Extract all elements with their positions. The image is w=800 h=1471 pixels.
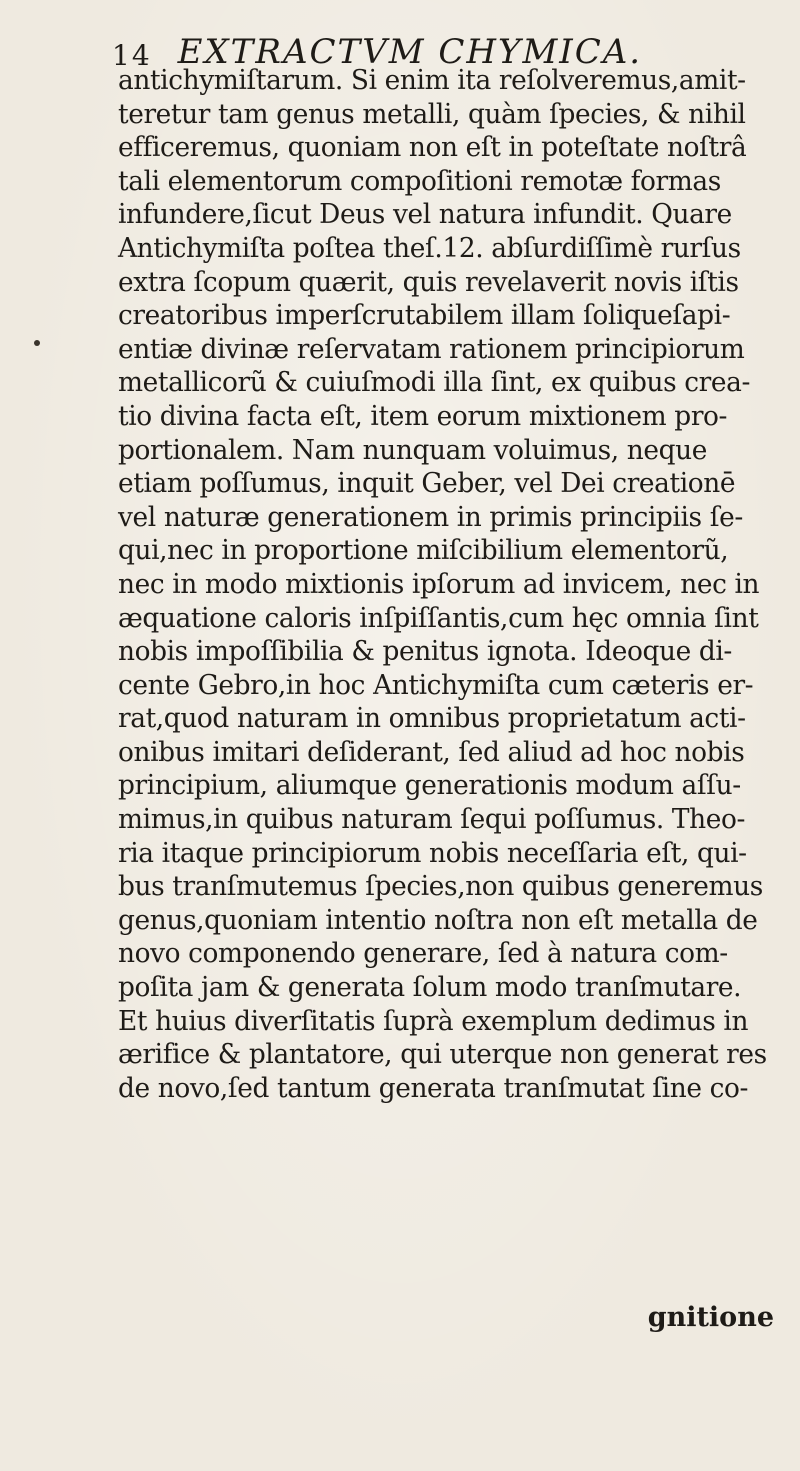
- text-line: tio divina facta eſt, item eorum mixtionem pro-: [118, 400, 728, 432]
- text-line: nobis impoſſibilia & penitus ignota. Ideoque di-: [118, 636, 732, 668]
- text-line: antichymiſtarum. Si enim ita reſolveremus,amit-: [118, 65, 746, 96]
- text-line: etiam poſſumus, inquit Geber, vel Dei creationē: [118, 468, 736, 500]
- text-line: qui,nec in proportione miſcibilium elementorũ,: [118, 535, 729, 567]
- text-line: novo componendo generare, ſed à natura com-: [118, 938, 728, 970]
- text-line: tali elementorum compoſitioni remotæ formas: [118, 165, 721, 197]
- text-line: mimus,in quibus naturam ſequi poſſumus. Theo-: [118, 804, 746, 836]
- page-number: 14: [112, 39, 152, 72]
- text-line: vel naturæ generationem in primis principiis ſe-: [118, 501, 743, 533]
- text-line: de novo,ſed tantum generata tranſmutat ſine co-: [118, 1072, 749, 1104]
- text-line: metallicorũ & cuiuſmodi illa ſint, ex quibus crea-: [118, 367, 750, 399]
- text-line: genus,quoniam intentio noſtra non eſt metalla de: [118, 904, 758, 936]
- text-line: bus tranſmutemus ſpecies,non quibus generemus: [118, 871, 763, 903]
- text-line: Et huius diverſitatis ſuprà exemplum dedimus in: [118, 1005, 749, 1037]
- text-line: poſita jam & generata ſolum modo tranſmutare.: [118, 972, 742, 1004]
- text-line: ria itaque principiorum nobis neceſſaria eſt, qui-: [118, 837, 747, 869]
- text-line: cente Gebro,in hoc Antichymiſta cum cæteris er-: [118, 669, 754, 701]
- running-title: EXTRACTVM CHYMICA.: [177, 32, 643, 72]
- text-line: teretur tam genus metalli, quàm ſpecies, & nihil: [118, 98, 746, 130]
- text-line: onibus imitari deſiderant, ſed aliud ad hoc nobis: [118, 736, 745, 768]
- catchword: gnitione: [647, 1302, 774, 1333]
- text-line: æquatione caloris inſpiſſantis,cum hęc omnia ſint: [118, 602, 759, 634]
- text-line: infundere,ſicut Deus vel natura infundit. Quare: [118, 199, 732, 231]
- text-line: extra ſcopum quærit, quis revelaverit novis iſtis: [118, 266, 739, 298]
- text-line: ærifice & plantatore, qui uterque non generat res: [118, 1039, 767, 1071]
- text-line: Antichymiſta poſtea theſ.12. abſurdiſſimè rurſus: [118, 232, 741, 264]
- text-line: nec in modo mixtionis ipſorum ad invicem, nec in: [118, 568, 760, 600]
- text-line: principium, aliumque generationis modum aſſu-: [118, 770, 741, 802]
- text-line: portionalem. Nam nunquam voluimus, neque: [118, 434, 708, 466]
- text-line: rat,quod naturam in omnibus proprietatum acti-: [118, 703, 746, 735]
- ink-speck: [34, 340, 40, 346]
- text-line: efficeremus, quoniam non eſt in poteſtate noſtrâ: [118, 132, 747, 164]
- body-text: [118, 64, 798, 1105]
- text-line: entiæ divinæ reſervatam rationem principiorum: [118, 333, 745, 365]
- text-line: creatoribus imperſcrutabilem illam ſoliqueſapi-: [118, 300, 731, 332]
